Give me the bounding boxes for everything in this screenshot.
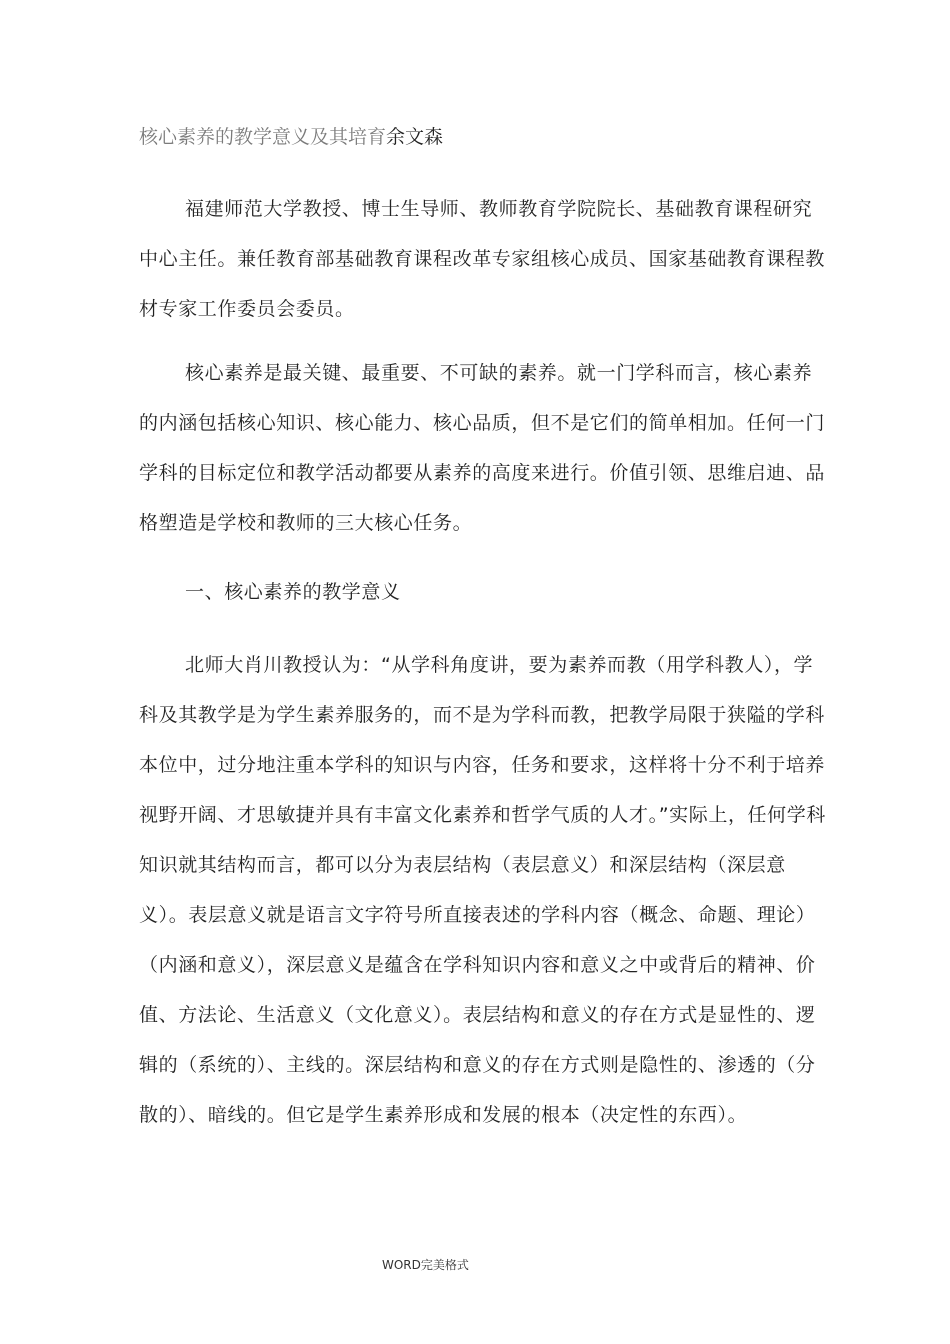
paragraph-author-bio: 福建师范大学教授、博士生导师、教师教育学院院长、基础教育课程研究中心主任。兼任教育部基础教育课程改革专家组核心成员、国家基础教育课程教材专家工作委员会委员。 [139,198,826,320]
title-text: 核心素养的教学意义及其培育 [139,126,387,148]
document-title [139,124,443,150]
author-name: 余文森 [386,126,444,148]
page-footer: WORD完美格式 [382,1258,469,1272]
paragraph-core-literacy: 核心素养是最关键、最重要、不可缺的素养。就一门学科而言，核心素养的内涵包括核心知识、核心能力、核心品质，但不是它们的简单相加。任何一门学科的目标定位和教学活动都要从素养的高度来进行。价值引领、思维启迪、品格塑造是学校和教师的三大核心任务。 [139,362,826,534]
paragraph-teaching-meaning: 北师大肖川教授认为：“从学科角度讲，要为素养而教（用学科教人），学科及其教学是为学生素养服务的，而不是为学科而教，把教学局限于狭隘的学科本位中，过分地注重本学科的知识与内容，任务和要求，这样将十分不利于培养视野开阔、才思敏捷并具有丰富文化素养和哲学气质的人才。”实际上，任何学科知识就其结构而言，都可以分为表层结构（表层意义）和深层结构（深层意义）。表层意义就是语言文字符号所直接表述的学科内容（概念、命题、理论）（内涵和意义），深层意义是蕴含在学科知识内容和意义之中或背后的精神、价值、方法论、生活意义（文化意义）。表层结构和意义的存在方式是显性的、逻辑的（系统的）、主线的。深层结构和意义的存在方式则是隐性的、渗透的（分散的）、暗线的。但它是学生素养形成和发展的根本（决定性的东西）。 [139,654,826,1126]
section-heading: 一、核心素养的教学意义 [185,581,401,603]
